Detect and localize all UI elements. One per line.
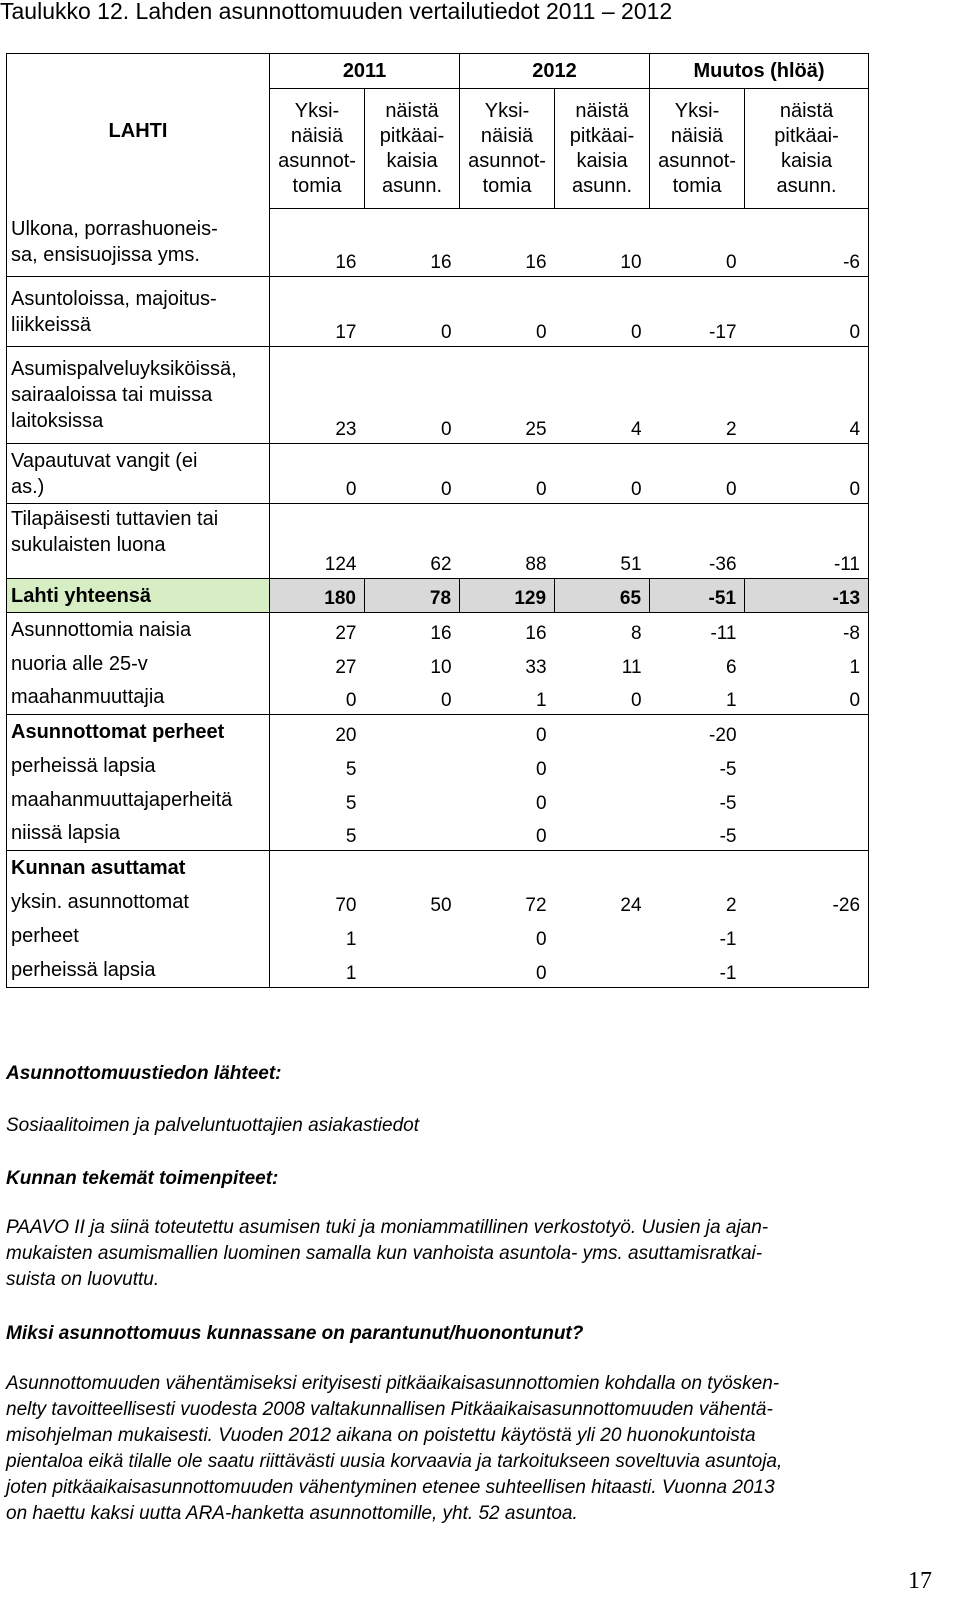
cell: 25 [460,347,555,444]
cell: -1 [719,928,737,950]
cell: 10 [430,656,452,678]
table-row [7,613,869,647]
text-line: misohjelman mukaisesti. Vuoden 2012 aikana on poistettu käytöstä yli 20 huonokuntoista [6,1425,756,1446]
text-line: joten pitkäaikaisasunnottomuuden vähentyminen etenee suhteellisen hitaasti. Vuonna 2013 [6,1477,775,1498]
cell [745,919,869,953]
cell: 0 [365,347,460,444]
total-cell: 78 [365,579,460,613]
cell [650,851,745,885]
cell: 16 [270,209,365,277]
cell: 0 [650,209,745,277]
cell: 0 [555,444,650,504]
cell: 27 [335,656,357,678]
cell [555,919,650,953]
row-label: maahanmuuttajaperheitä [7,783,270,817]
cell: -11 [745,504,869,579]
table-row [7,647,869,681]
year-header-change: Muutos (hlöä) [650,54,869,89]
why-body [6,1371,782,1527]
text-line: pientaloa eikä tilalle ole saatu riittävästi uusia korvaavia ja tarkoitukseen soveltuvia asuntoja, [6,1451,783,1472]
cell [745,715,869,749]
cell: 1 [650,681,745,715]
cell: 0 [460,953,555,988]
table-row [7,504,869,579]
cell [745,749,869,783]
table-row [7,817,869,851]
year-header-2011: 2011 [270,54,460,89]
row-label: niissä lapsia [7,817,270,851]
table-row [7,347,869,444]
cell: -5 [650,817,745,851]
cell: 4 [555,347,650,444]
cell: 6 [725,656,737,678]
row-label: nuoria alle 25-v [7,647,270,681]
cell: 4 [745,347,869,444]
text-line: mukaisten asumismallien luominen samalla kun vanhoista asuntola- yms. asuttamisratkai- [6,1243,763,1264]
cell: -5 [719,758,737,780]
total-cell: 129 [460,579,555,613]
cell: 0 [745,681,869,715]
page-number: 17 [908,1568,932,1594]
why-heading: Miksi asunnottomuus kunnassane on parantunut/huonontunut? [6,1323,584,1344]
cell [365,817,460,851]
total-cell: 65 [555,579,650,613]
subheader-2011-single: Yksi- näisiä asunnot- tomia [270,89,365,209]
cell: 0 [365,444,460,504]
cell: 33 [525,656,547,678]
cell: 0 [535,928,547,950]
cell [555,817,650,851]
row-label: perheet [7,919,270,953]
row-label: Ulkona, porrashuoneis- sa, ensisuojissa yms. [7,209,270,277]
cell: 16 [460,209,555,277]
year-header-2012: 2012 [460,54,650,89]
cell: 0 [555,277,650,347]
cell: 0 [365,277,460,347]
total-cell: -13 [745,579,869,613]
cell: 16 [430,622,452,644]
cell: 0 [745,277,869,347]
cell [460,851,555,885]
cell [555,715,650,749]
cell: 16 [365,209,460,277]
page-title: Taulukko 12. Lahden asunnottomuuden vertailutiedot 2011 – 2012 [0,0,673,24]
cell [555,851,650,885]
row-label: Asunnottomat perheet [7,715,270,749]
cell [365,919,460,953]
row-label: Asuntoloissa, majoitus- liikkeissä [7,277,270,347]
cell: 2 [650,347,745,444]
subheader-change-longterm: näistä pitkäai- kaisia asunn. [745,89,869,209]
region-header: LAHTI [7,54,270,209]
total-row [7,579,869,613]
cell [555,783,650,817]
cell: 1 [345,928,357,950]
text-line: on haettu kaksi uutta ARA-hanketta asunnottomille, yht. 52 asuntoa. [6,1503,578,1524]
cell [365,715,460,749]
cell: 1 [460,681,555,715]
cell [555,749,650,783]
table-row [7,209,869,277]
cell: 88 [460,504,555,579]
cell: 11 [621,656,642,678]
cell: 2 [725,894,737,916]
text-line: PAAVO II ja siinä toteutettu asumisen tuki ja moniammatillinen verkostotyö. Uusien ja ajan- [6,1217,769,1238]
table-row [7,444,869,504]
cell: 1 [745,647,869,681]
row-label: Asunnottomia naisia [7,613,270,647]
cell: 10 [555,209,650,277]
sources-heading: Asunnottomuustiedon lähteet: [6,1063,282,1084]
cell: -8 [745,613,869,647]
cell [270,851,365,885]
row-label: perheissä lapsia [7,749,270,783]
cell: 0 [365,681,460,715]
cell: 0 [535,792,547,814]
cell: 70 [335,894,357,916]
cell [745,783,869,817]
table-row [7,851,869,885]
cell: 50 [430,894,452,916]
table-row [7,919,869,953]
cell: 20 [335,724,357,746]
cell [365,749,460,783]
subheader-2011-longterm: näistä pitkäai- kaisia asunn. [365,89,460,209]
cell [365,783,460,817]
row-label: yksin. asunnottomat [7,885,270,919]
measures-heading: Kunnan tekemät toimenpiteet: [6,1168,279,1189]
cell: 0 [460,817,555,851]
total-label: Lahti yhteensä [7,579,270,613]
cell: -20 [709,724,737,746]
cell: 62 [365,504,460,579]
cell: 16 [525,622,547,644]
measures-body [6,1215,768,1293]
cell: -6 [745,209,869,277]
table-row [7,953,869,988]
cell: 5 [345,792,357,814]
cell [555,953,650,988]
cell: 23 [270,347,365,444]
cell: 24 [620,894,642,916]
row-label: Kunnan asuttamat [7,851,270,885]
cell: 0 [460,444,555,504]
cell: 124 [270,504,365,579]
comparison-table [6,53,869,988]
subheader-2012-single: Yksi- näisiä asunnot- tomia [460,89,555,209]
cell: 17 [270,277,365,347]
table-row [7,783,869,817]
cell [745,817,869,851]
cell [745,953,869,988]
cell: 72 [525,894,547,916]
table-row [7,715,869,749]
table-row [7,885,869,919]
cell [745,851,869,885]
cell: 0 [745,444,869,504]
cell [365,953,460,988]
cell: -26 [745,885,869,919]
cell: 0 [270,444,365,504]
row-label: Tilapäisesti tuttavien tai sukulaisten luona [7,504,270,579]
cell: 5 [345,758,357,780]
cell: 51 [555,504,650,579]
cell: 0 [650,444,745,504]
subheader-change-single: Yksi- näisiä asunnot- tomia [650,89,745,209]
cell: 0 [535,758,547,780]
cell: -11 [710,622,737,644]
text-line: Asunnottomuuden vähentämiseksi erityisesti pitkäaikaisasunnottomien kohdalla on työsken- [6,1373,780,1394]
total-cell: 180 [270,579,365,613]
cell: 0 [270,681,365,715]
table-row [7,681,869,715]
text-line: suista on luovuttu. [6,1269,160,1290]
text-line: nelty tavoitteellisesti vuodesta 2008 valtakunnallisen Pitkäaikaisasunnottomuuden vähentä- [6,1399,773,1420]
row-label: Asumispalveluyksiköissä, sairaaloissa tai muissa laitoksissa [7,347,270,444]
total-cell: -51 [650,579,745,613]
row-label: perheissä lapsia [7,953,270,988]
cell: 0 [535,724,547,746]
cell: 27 [335,622,357,644]
row-label: maahanmuuttajia [7,681,270,715]
cell: 8 [630,622,642,644]
subheader-2012-longterm: näistä pitkäai- kaisia asunn. [555,89,650,209]
cell: -36 [650,504,745,579]
cell: 0 [555,681,650,715]
cell: -1 [650,953,745,988]
table-row [7,749,869,783]
table-row [7,277,869,347]
cell [365,851,460,885]
sources-body: Sosiaalitoimen ja palveluntuottajien asiakastiedot [6,1115,419,1136]
cell: -5 [719,792,737,814]
cell: 1 [270,953,365,988]
row-label: Vapautuvat vangit (ei as.) [7,444,270,504]
cell: 5 [270,817,365,851]
cell: -17 [650,277,745,347]
cell: 0 [460,277,555,347]
